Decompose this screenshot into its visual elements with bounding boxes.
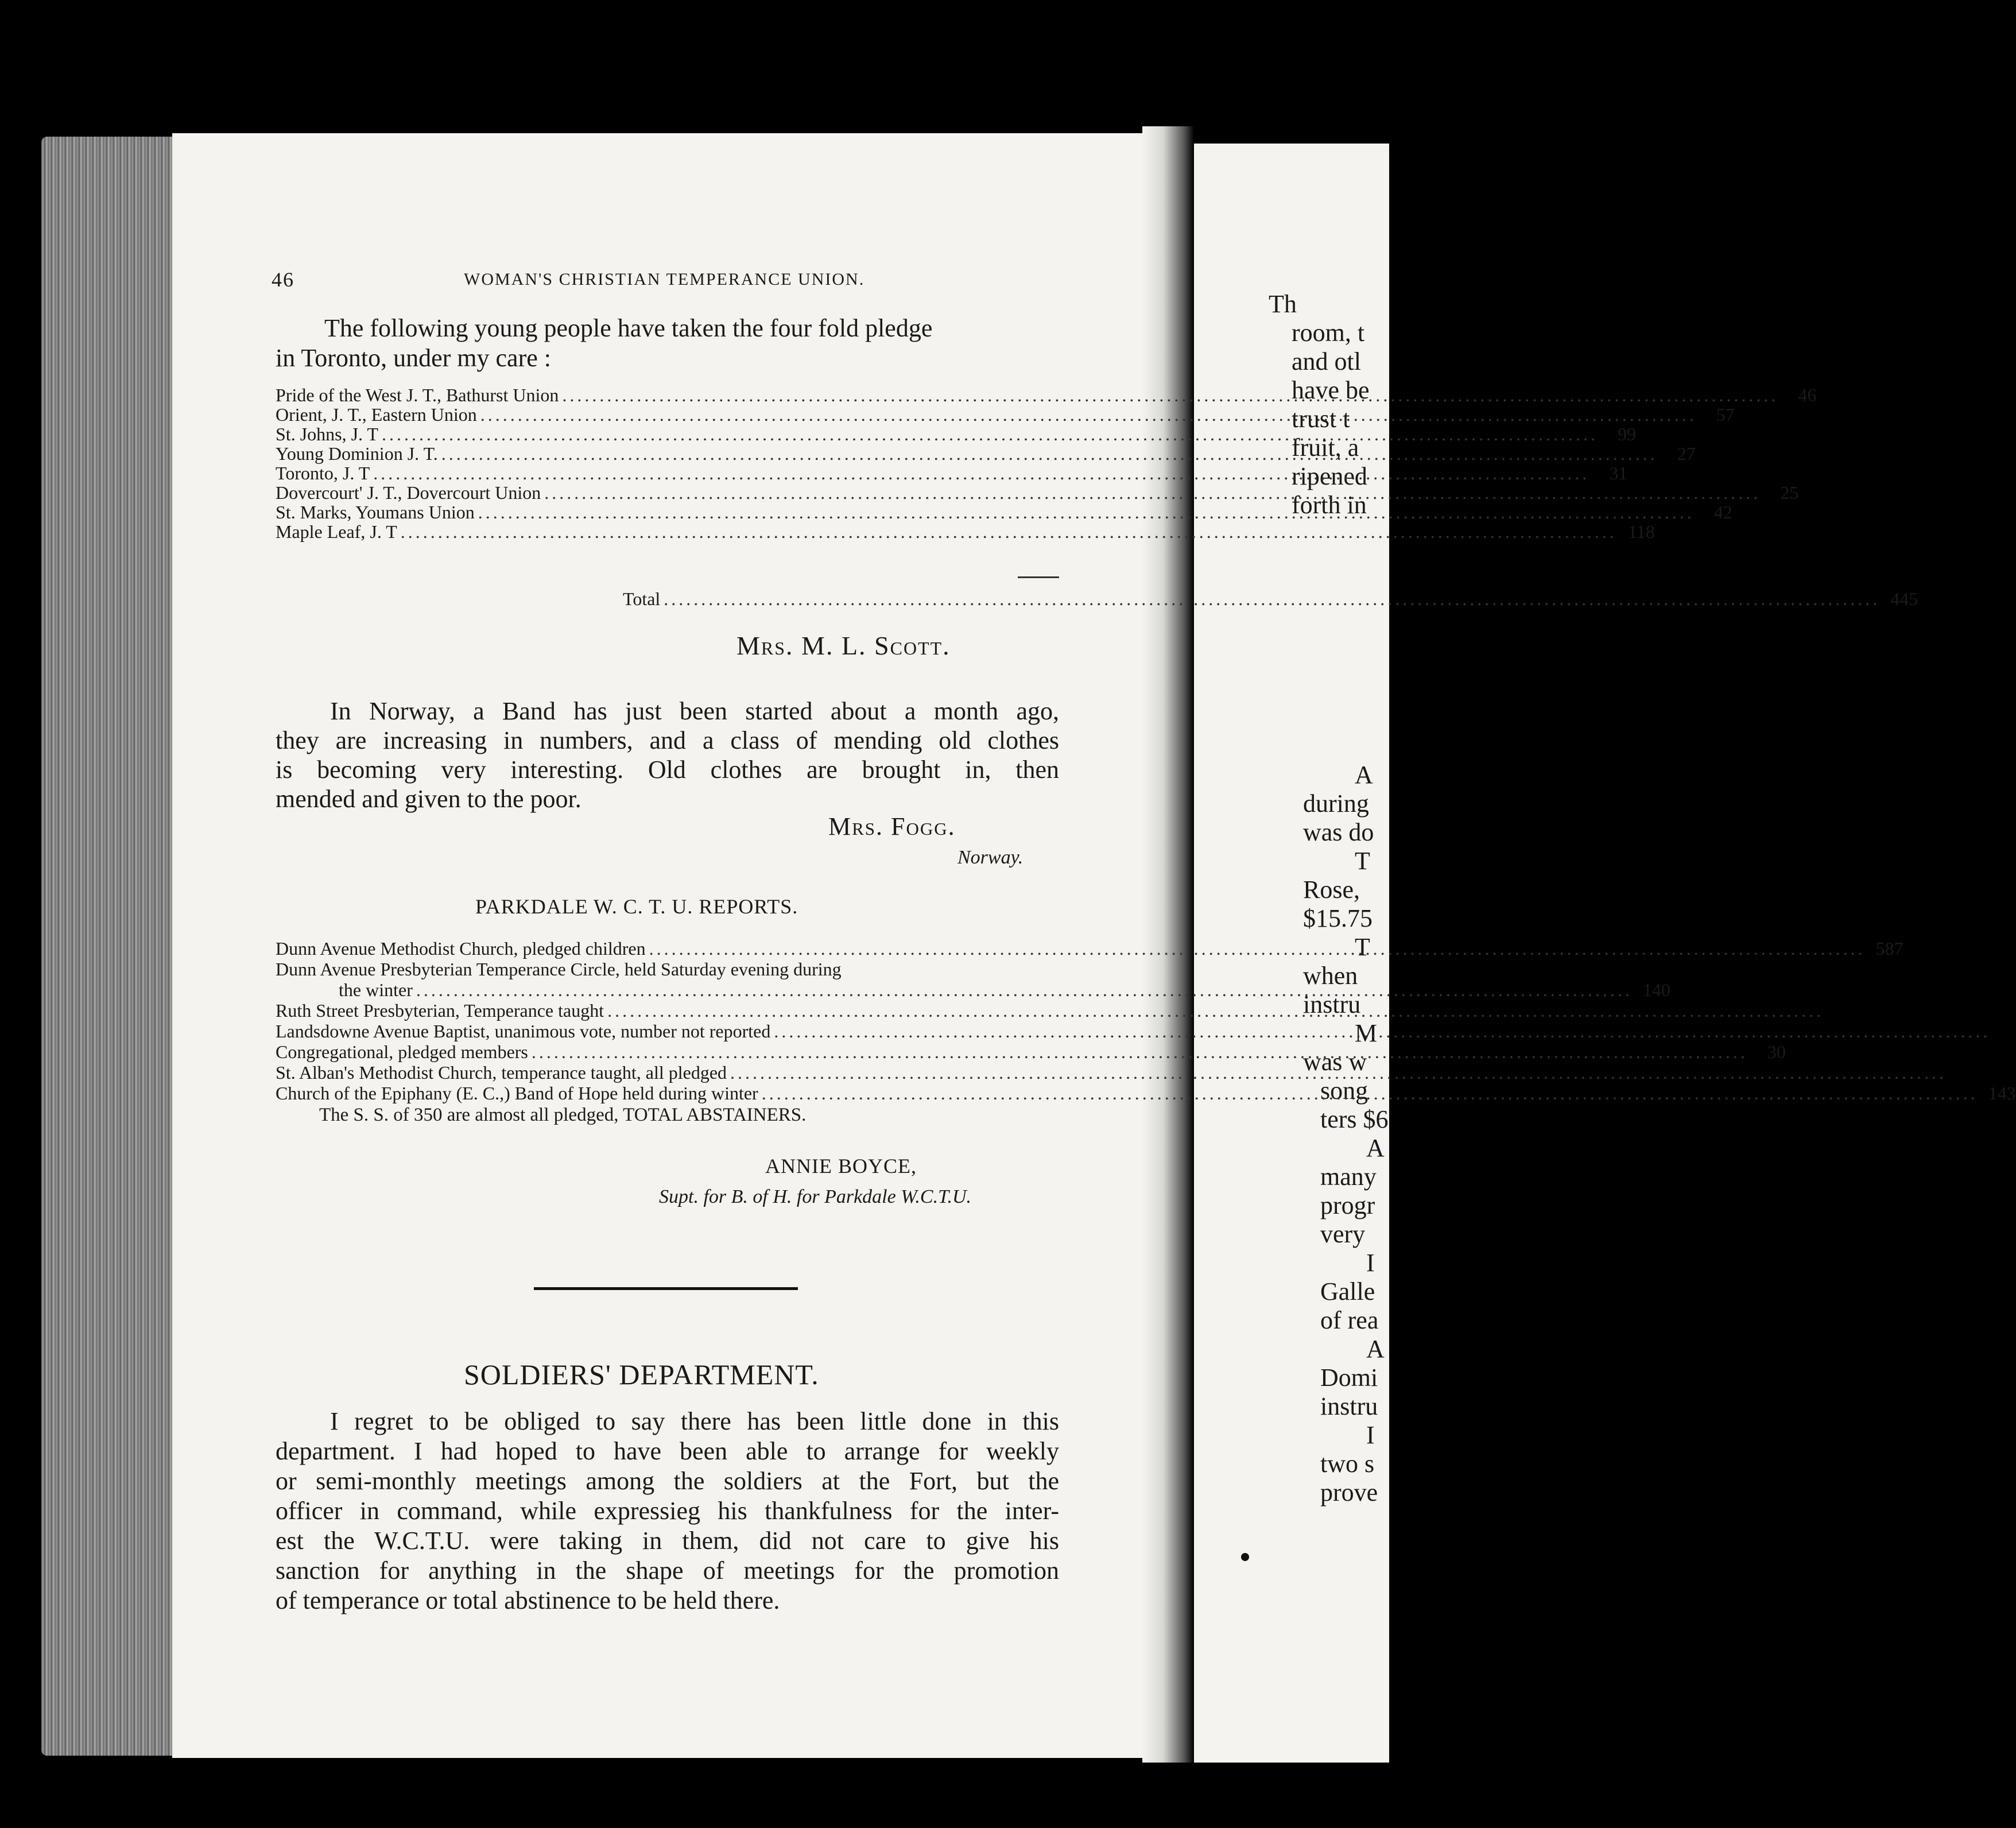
soldiers-line-6: sanction for anything in the shape of meetings for the promotion — [276, 1556, 1059, 1585]
right-fragment: A — [1355, 761, 1373, 789]
parkdale-row: St. Alban's Methodist Church, temperance taught, all pledged ..... — [276, 1063, 1010, 1083]
right-fragment: two s — [1320, 1450, 1375, 1478]
right-fragment: have be — [1292, 376, 1370, 404]
right-fragment: and otl — [1292, 347, 1361, 375]
norway-line-4: mended and given to the poor. — [276, 785, 581, 813]
right-fragment: M — [1355, 1019, 1378, 1047]
soldiers-line-4: officer in command, while expressieg his thankfulness for the inter- — [276, 1497, 1059, 1525]
right-fragment: Domi — [1320, 1364, 1378, 1392]
pledge-total-row: Total ..... 445 — [623, 589, 1059, 609]
right-fragment: fruit, a — [1292, 433, 1359, 462]
soldiers-line-2: department. I had hoped to have been able to arrange for weekly — [276, 1437, 1059, 1465]
right-fragment: of rea — [1320, 1306, 1379, 1334]
right-fragment: instru — [1303, 990, 1361, 1018]
parkdale-row: Church of the Epiphany (E. C.,) Band of Hope held during winter ..... 143 — [276, 1083, 1059, 1103]
parkdale-row: Ruth Street Presbyterian, Temperance taught ..... — [276, 1001, 1010, 1021]
signature-fogg-place: Norway. — [957, 847, 1023, 868]
right-fragment: prove — [1320, 1478, 1378, 1506]
norway-line-3: is becoming very interesting. Old clothes are brought in, then — [276, 756, 1059, 784]
norway-line-1: In Norway, a Band has just been started about a month ago, — [330, 697, 1059, 725]
right-fragment: ripened — [1292, 462, 1367, 490]
right-fragment: very — [1320, 1220, 1366, 1248]
soldiers-line-5: est the W.C.T.U. were taking in them, did not care to give his — [276, 1527, 1059, 1555]
pledge-row: Maple Leaf, J. T ..... 118 — [276, 522, 1059, 542]
right-fragment: ters $6 — [1320, 1105, 1389, 1133]
right-fragment: song — [1320, 1076, 1368, 1105]
right-fragment: room, t — [1292, 319, 1365, 347]
right-fragment: when — [1303, 962, 1358, 990]
running-title: WOMAN'S CHRISTIAN TEMPERANCE UNION. — [464, 270, 865, 289]
signature-boyce-title: Supt. for B. of H. for Parkdale W.C.T.U. — [659, 1186, 972, 1207]
right-fragment: instru — [1320, 1392, 1378, 1420]
page-edges — [41, 137, 179, 1756]
right-fragment: trust t — [1292, 405, 1350, 433]
section-divider — [534, 1287, 798, 1290]
parkdale-row: Dunn Avenue Methodist Church, pledged children ..... 587 — [276, 939, 1059, 959]
pledge-row: Young Dominion J. T. ..... 27 — [276, 444, 1059, 464]
right-fragment: many — [1320, 1163, 1377, 1191]
soldiers-line-1: I regret to be obliged to say there has been little done in this — [330, 1407, 1059, 1435]
right-fragment: was w — [1303, 1048, 1367, 1076]
ink-speck — [1241, 1553, 1249, 1561]
page-number: 46 — [272, 268, 294, 291]
signature-scott: Mrs. M. L. Scott. — [736, 631, 951, 660]
parkdale-row: Dunn Avenue Presbyterian Temperance Circle, held Saturday evening during — [276, 959, 842, 979]
pledge-intro-line-2: in Toronto, under my care : — [276, 344, 551, 372]
right-fragment: A — [1366, 1335, 1385, 1363]
parkdale-note: The S. S. of 350 are almost all pledged, TOTAL ABSTAINERS. — [319, 1105, 807, 1125]
parkdale-row: Congregational, pledged members ..... 30 — [276, 1042, 1059, 1062]
right-fragment: Th — [1269, 290, 1297, 318]
right-fragment: T — [1355, 847, 1370, 875]
total-rule — [1018, 576, 1059, 578]
soldiers-line-3: or semi-monthly meetings among the soldiers at the Fort, but the — [276, 1467, 1059, 1495]
right-fragment: I — [1366, 1249, 1375, 1277]
signature-fogg: Mrs. Fogg. — [828, 812, 956, 841]
pledge-row: Dovercourt' J. T., Dovercourt Union ..... 25 — [276, 483, 1059, 503]
right-fragment: $15.75 — [1303, 904, 1373, 932]
right-fragment: was do — [1303, 818, 1374, 846]
right-fragment: during — [1303, 789, 1369, 818]
parkdale-row: Landsdowne Avenue Baptist, unanimous vote, number not reported ..... — [276, 1021, 1010, 1041]
right-fragment: progr — [1320, 1191, 1375, 1219]
right-fragment: Galle — [1320, 1277, 1375, 1306]
parkdale-row: the winter ..... 140 — [339, 980, 1059, 1000]
right-fragment: I — [1366, 1421, 1375, 1449]
right-fragment: T — [1355, 933, 1370, 961]
pledge-row: Toronto, J. T ..... 31 — [276, 463, 1059, 483]
pledge-row: St. Johns, J. T ..... 99 — [276, 424, 1059, 444]
soldiers-heading: SOLDIERS' DEPARTMENT. — [464, 1358, 819, 1391]
pledge-row: St. Marks, Youmans Union ..... 42 — [276, 502, 1059, 522]
right-fragment: Rose, — [1303, 876, 1360, 904]
pledge-row: Orient, J. T., Eastern Union ..... 57 — [276, 405, 1059, 425]
pledge-row: Pride of the West J. T., Bathurst Union ..... 46 — [276, 385, 1059, 405]
right-fragment: forth in — [1292, 491, 1367, 519]
right-fragment: A — [1366, 1134, 1385, 1162]
norway-line-2: they are increasing in numbers, and a class of mending old clothes — [276, 726, 1059, 754]
soldiers-line-7: of temperance or total abstinence to be held there. — [276, 1586, 780, 1614]
pledge-intro-line-1: The following young people have taken the four fold pledge — [324, 314, 933, 342]
parkdale-heading: PARKDALE W. C. T. U. REPORTS. — [475, 895, 798, 918]
signature-boyce: ANNIE BOYCE, — [765, 1155, 917, 1178]
